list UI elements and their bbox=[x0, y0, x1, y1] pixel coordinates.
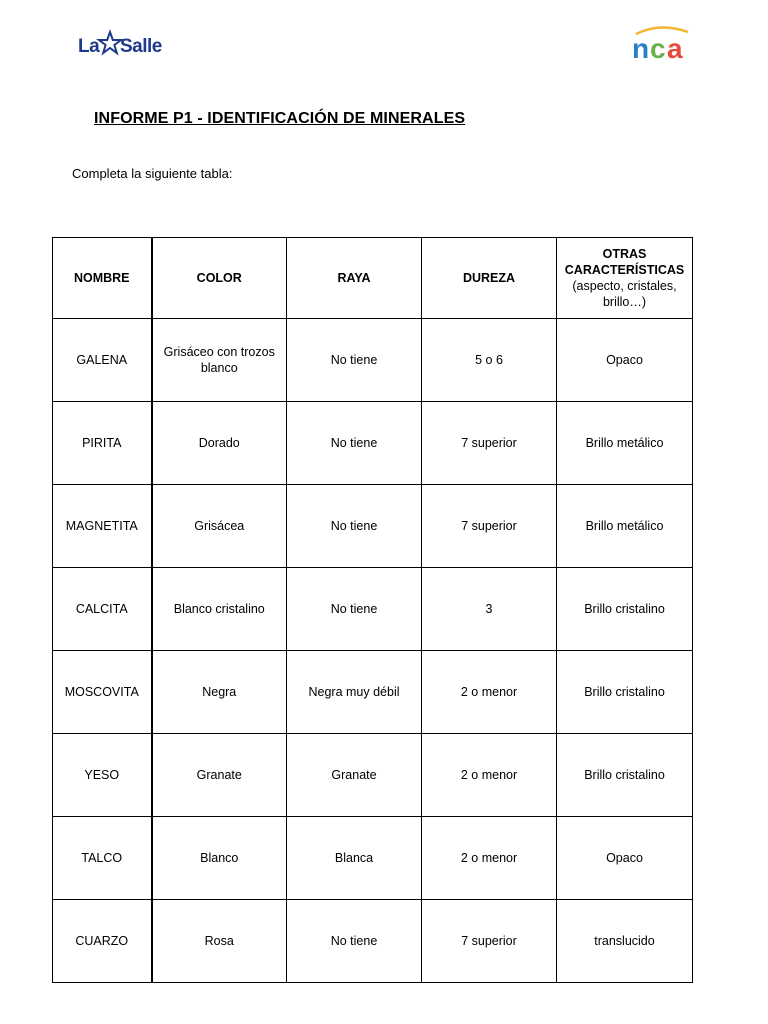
cell-otras: Brillo metálico bbox=[557, 485, 693, 568]
table-row bbox=[53, 319, 693, 402]
cell-raya: Negra muy débil bbox=[287, 651, 422, 734]
cell-dureza: 7 superior bbox=[422, 402, 557, 485]
cell-raya: No tiene bbox=[287, 485, 422, 568]
table-header-row bbox=[53, 238, 693, 319]
header-nombre: NOMBRE bbox=[53, 238, 152, 319]
cell-otras: Brillo cristalino bbox=[557, 734, 693, 817]
cell-color: Dorado bbox=[152, 402, 287, 485]
cell-raya: Blanca bbox=[287, 817, 422, 900]
cell-otras: Brillo cristalino bbox=[557, 568, 693, 651]
cell-otras: Brillo metálico bbox=[557, 402, 693, 485]
cell-color: Grisáceo con trozos blanco bbox=[152, 319, 287, 402]
cell-nombre: CALCITA bbox=[53, 568, 152, 651]
cell-nombre: CUARZO bbox=[53, 900, 152, 983]
minerals-table bbox=[52, 237, 693, 983]
header-color: COLOR bbox=[152, 238, 287, 319]
cell-otras: translucido bbox=[557, 900, 693, 983]
cell-otras: Opaco bbox=[557, 817, 693, 900]
cell-nombre: TALCO bbox=[53, 817, 152, 900]
cell-color: Blanco cristalino bbox=[152, 568, 287, 651]
document-title: INFORME P1 - IDENTIFICACIÓN DE MINERALES bbox=[94, 110, 466, 127]
cell-dureza: 2 o menor bbox=[422, 734, 557, 817]
cell-raya: No tiene bbox=[287, 319, 422, 402]
cell-dureza: 5 o 6 bbox=[422, 319, 557, 402]
cell-dureza: 3 bbox=[422, 568, 557, 651]
cell-nombre: PIRITA bbox=[53, 402, 152, 485]
cell-color: Negra bbox=[152, 651, 287, 734]
table-row bbox=[53, 568, 693, 651]
cell-otras: Brillo cristalino bbox=[557, 651, 693, 734]
cell-color: Rosa bbox=[152, 900, 287, 983]
cell-nombre: MAGNETITA bbox=[53, 485, 152, 568]
cell-nombre: MOSCOVITA bbox=[53, 651, 152, 734]
cell-dureza: 2 o menor bbox=[422, 651, 557, 734]
cell-nombre: GALENA bbox=[53, 319, 152, 402]
cell-nombre: YESO bbox=[53, 734, 152, 817]
cell-raya: No tiene bbox=[287, 402, 422, 485]
svg-text:Salle: Salle bbox=[120, 36, 162, 57]
cell-color: Grisácea bbox=[152, 485, 287, 568]
cell-otras: Opaco bbox=[557, 319, 693, 402]
table-row bbox=[53, 651, 693, 734]
svg-text:c: c bbox=[650, 33, 665, 64]
cell-raya: No tiene bbox=[287, 900, 422, 983]
header-otras bbox=[557, 238, 693, 319]
cell-color: Blanco bbox=[152, 817, 287, 900]
cell-raya: Granate bbox=[287, 734, 422, 817]
star-icon bbox=[99, 32, 121, 53]
lasalle-logo bbox=[78, 26, 168, 62]
table-row bbox=[53, 900, 693, 983]
instruction-text: Completa la siguiente tabla: bbox=[72, 166, 233, 181]
table-row bbox=[53, 734, 693, 817]
cell-raya: No tiene bbox=[287, 568, 422, 651]
cell-color: Granate bbox=[152, 734, 287, 817]
cell-dureza: 2 o menor bbox=[422, 817, 557, 900]
table-row bbox=[53, 402, 693, 485]
svg-text:a: a bbox=[667, 33, 682, 64]
header-otras-title: OTRAS CARACTERÍSTICAS bbox=[564, 247, 685, 277]
header-raya: RAYA bbox=[287, 238, 422, 319]
header-otras-subtitle: (aspecto, cristales, brillo…) bbox=[572, 279, 677, 309]
header-dureza: DUREZA bbox=[422, 238, 557, 319]
svg-text:La: La bbox=[78, 36, 100, 57]
table-row bbox=[53, 485, 693, 568]
svg-text:n: n bbox=[632, 33, 649, 64]
cell-dureza: 7 superior bbox=[422, 900, 557, 983]
cell-dureza: 7 superior bbox=[422, 485, 557, 568]
nca-logo bbox=[630, 24, 694, 64]
table-row bbox=[53, 817, 693, 900]
